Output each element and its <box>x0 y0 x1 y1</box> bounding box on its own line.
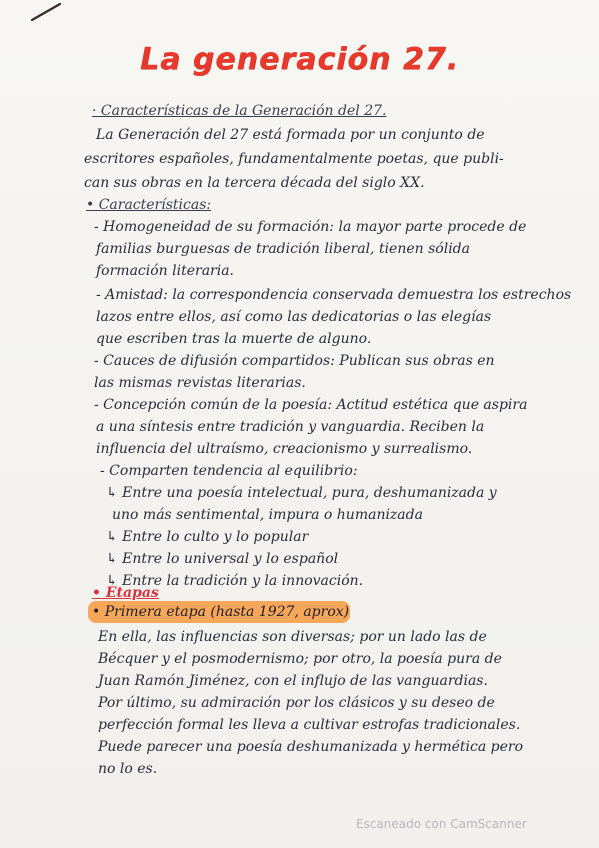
first-stage-label: • Primera etapa (hasta 1927, aprox) <box>92 604 350 620</box>
features-line: - Concepción común de la poesía: Actitud estética que aspira <box>94 397 528 413</box>
first-stage-line: En ella, las influencias son diversas; por un lado las de <box>98 629 487 645</box>
stages-heading: • Etapas <box>92 585 159 601</box>
intro-line: La Generación del 27 está formada por un conjunto de <box>96 127 485 143</box>
page-title: La generación 27. <box>140 42 459 77</box>
features-line: formación literaria. <box>96 263 235 279</box>
features-line: familias burguesas de tradición liberal, tienen sólida <box>96 241 470 257</box>
features-heading: • Características: <box>86 197 212 213</box>
features-line: ↳ Entre una poesía intelectual, pura, deshumanizada y <box>106 485 497 501</box>
first-stage-line: Juan Ramón Jiménez, con el influjo de las vanguardias. <box>98 673 488 689</box>
first-stage-line: Por último, su admiración por los clásicos y su deseo de <box>98 695 495 711</box>
features-line: ↳ Entre lo culto y lo popular <box>106 529 309 545</box>
first-stage-line: no lo es. <box>98 761 158 777</box>
features-line: a una síntesis entre tradición y vanguardia. Reciben la <box>96 419 485 435</box>
intro-line: escritores españoles, fundamentalmente poetas, que publi- <box>84 151 504 167</box>
first-stage-line: Puede parecer una poesía deshumanizada y hermética pero <box>98 739 524 755</box>
features-line: - Comparten tendencia al equilibrio: <box>100 463 358 479</box>
features-line: ↳ Entre lo universal y lo español <box>106 551 339 567</box>
features-line: las mismas revistas literarias. <box>94 375 306 391</box>
features-line: uno más sentimental, impura o humanizada <box>112 507 423 523</box>
first-stage-line: perfección formal les lleva a cultivar estrofas tradicionales. <box>98 717 521 733</box>
intro-line: can sus obras en la tercera década del siglo XX. <box>84 175 425 191</box>
scanner-watermark: Escaneado con CamScanner <box>356 817 527 831</box>
features-line: influencia del ultraísmo, creacionismo y surrealismo. <box>96 441 473 457</box>
features-line: que escriben tras la muerte de alguno. <box>96 331 372 347</box>
features-line: - Cauces de difusión compartidos: Publican sus obras en <box>94 353 495 369</box>
intro-heading: · Características de la Generación del 27. <box>92 103 387 119</box>
pen-stroke-mark <box>30 2 64 22</box>
features-line: - Homogeneidad de su formación: la mayor parte procede de <box>94 219 527 235</box>
features-line: lazos entre ellos, así como las dedicatorias o las elegías <box>96 309 492 325</box>
features-line: ↳ Entre la tradición y la innovación. <box>106 573 364 589</box>
features-line: - Amistad: la correspondencia conservada demuestra los estrechos <box>96 287 572 303</box>
first-stage-line: Bécquer y el posmodernismo; por otro, la poesía pura de <box>98 651 502 667</box>
